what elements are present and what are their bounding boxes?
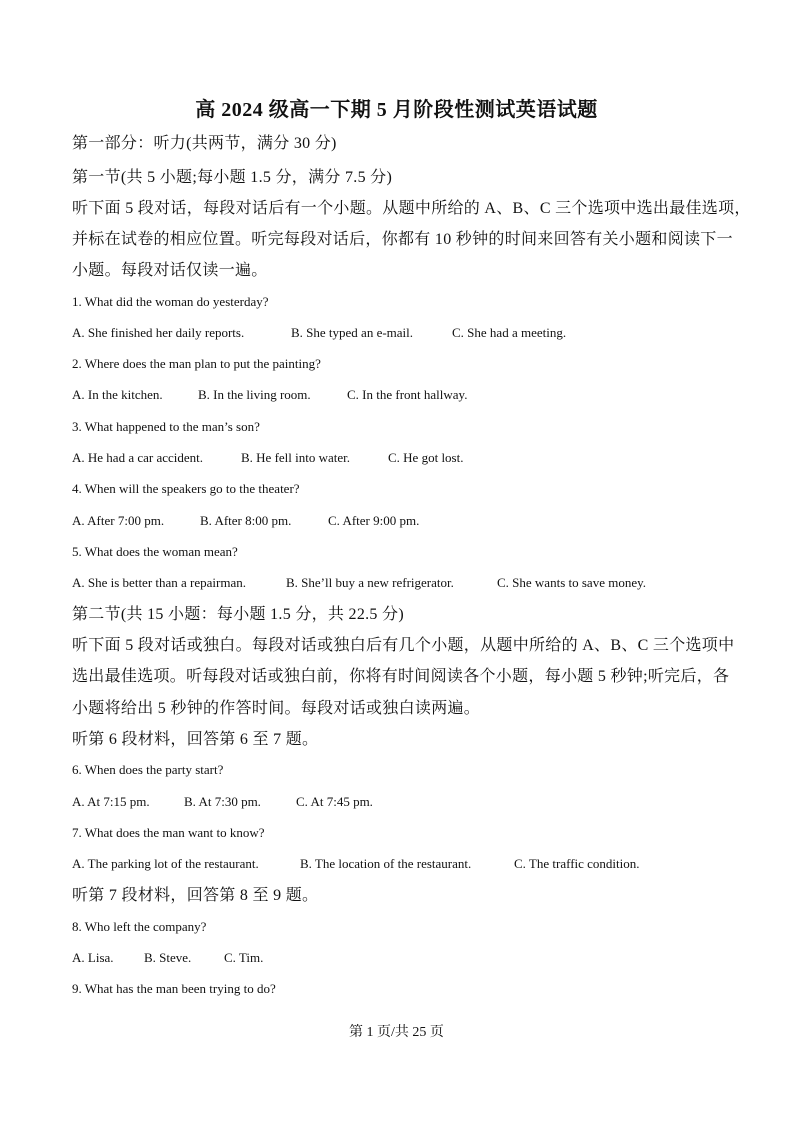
section2-heading: 第二节(共 15 小题：每小题 1.5 分，共 22.5 分) (72, 606, 404, 623)
question-5-options (72, 574, 646, 592)
question-8-options (72, 949, 263, 967)
section2-instruction-line-3: 小题将给出 5 秒钟的作答时间。每段对话或独白读两遍。 (72, 700, 481, 717)
page-footer: 第 1 页/共 25 页 (349, 1025, 444, 1040)
section2-instruction-line-2: 选出最佳选项。听每段对话或独白前，你将有时间阅读各个小题，每小题 5 秒钟;听完后，各 (72, 668, 730, 685)
question-9: 9. What has the man been trying to do? (72, 981, 276, 996)
section1-instruction-line-1: 听下面 5 段对话，每段对话后有一个小题。从题中所给的 A、B、C 三个选项中选出最佳选项， (72, 200, 751, 217)
question-1-options (72, 324, 566, 342)
question-3: 3. What happened to the man’s son? (72, 419, 260, 434)
option-c: C. At 7:45 pm. (296, 794, 373, 809)
question-6: 6. When does the party start? (72, 762, 224, 777)
section2-instruction-line-1: 听下面 5 段对话或独白。每段对话或独白后有几个小题，从题中所给的 A、B、C 三个选项中 (72, 637, 735, 654)
material-7-heading: 听第 7 段材料，回答第 8 至 9 题。 (72, 887, 319, 904)
part1-heading: 第一部分：听力(共两节，满分 30 分) (72, 135, 337, 152)
section1-instruction-line-3: 小题。每段对话仅读一遍。 (72, 262, 268, 279)
option-b: B. The location of the restaurant. (300, 856, 472, 871)
section1-heading: 第一节(共 5 小题;每小题 1.5 分，满分 7.5 分) (72, 169, 393, 186)
option-c: C. In the front hallway. (347, 387, 468, 402)
option-a: A. After 7:00 pm. (72, 513, 165, 528)
question-5: 5. What does the woman mean? (72, 544, 238, 559)
option-a: A. He had a car accident. (72, 450, 204, 465)
material-6-heading: 听第 6 段材料，回答第 6 至 7 题。 (72, 731, 319, 748)
question-6-options (72, 793, 373, 811)
question-7-options (72, 855, 640, 873)
option-c: C. After 9:00 pm. (328, 513, 420, 528)
option-c: C. Tim. (224, 950, 264, 965)
question-2: 2. Where does the man plan to put the painting? (72, 356, 321, 371)
option-c: C. He got lost. (388, 450, 464, 465)
option-a: A. Lisa. (72, 950, 114, 965)
option-a: A. She is better than a repairman. (72, 575, 246, 590)
question-1: 1. What did the woman do yesterday? (72, 294, 269, 309)
option-a: A. At 7:15 pm. (72, 794, 150, 809)
option-b: B. After 8:00 pm. (200, 513, 292, 528)
question-7: 7. What does the man want to know? (72, 825, 265, 840)
option-b: B. At 7:30 pm. (184, 794, 261, 809)
section1-instruction-line-2: 并标在试卷的相应位置。听完每段对话后，你都有 10 秒钟的时间来回答有关小题和阅读下一 (72, 231, 733, 248)
question-4: 4. When will the speakers go to the theater? (72, 481, 300, 496)
option-b: B. She typed an e-mail. (291, 325, 414, 340)
option-b: B. In the living room. (198, 387, 311, 402)
option-b: B. Steve. (144, 950, 192, 965)
option-a: A. She finished her daily reports. (72, 325, 245, 340)
option-a: A. In the kitchen. (72, 387, 163, 402)
option-b: B. He fell into water. (241, 450, 351, 465)
question-4-options (72, 512, 419, 530)
question-3-options (72, 449, 463, 467)
option-c: C. She had a meeting. (452, 325, 567, 340)
option-b: B. She’ll buy a new refrigerator. (286, 575, 454, 590)
option-a: A. The parking lot of the restaurant. (72, 856, 259, 871)
question-8: 8. Who left the company? (72, 919, 207, 934)
option-c: C. She wants to save money. (497, 575, 646, 590)
option-c: C. The traffic condition. (514, 856, 640, 871)
page-title: 高 2024 级高一下期 5 月阶段性测试英语试题 (195, 99, 598, 121)
question-2-options (72, 386, 467, 404)
